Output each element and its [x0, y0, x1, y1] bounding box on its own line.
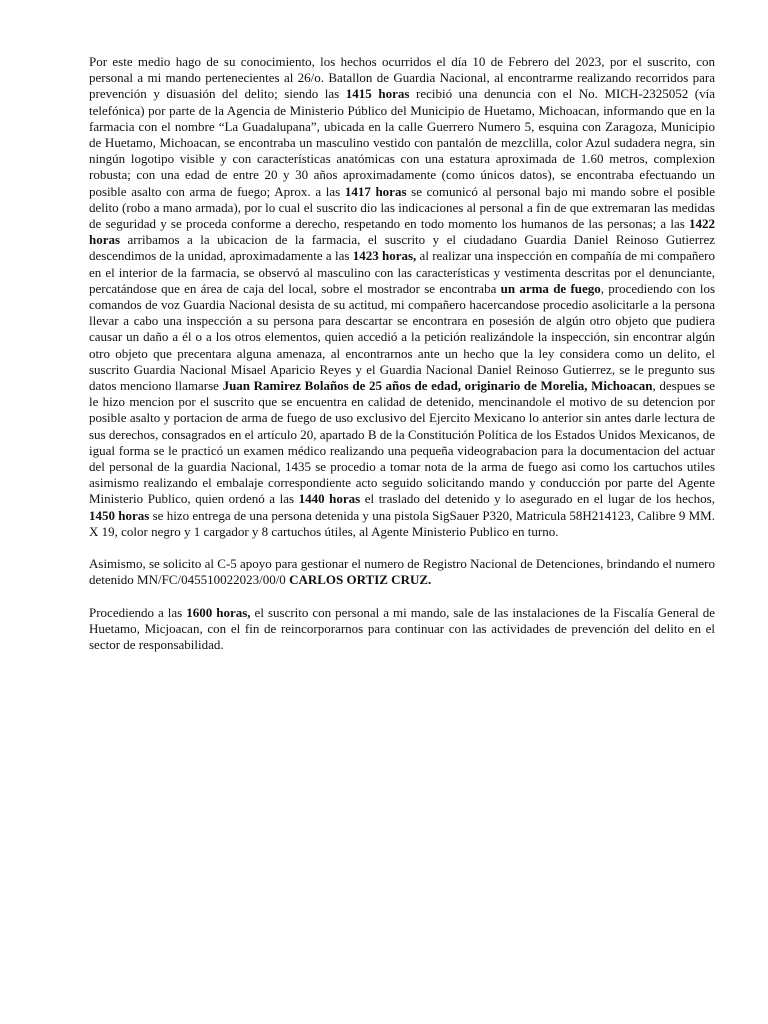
- time-highlight: 1415 horas: [345, 86, 410, 102]
- text-segment: Por este medio hago de su conocimiento, los hechos ocurridos el día 10 de Febrero del 2023, por el suscrito, con personal a mi mando pertenecientes al 26/o. Batallon de Guardia Nacional, al encontrarme realizando recorridos para prevención y disuasión del delito; siendo las: [89, 54, 715, 102]
- paragraph-incident-report: [89, 54, 715, 540]
- time-highlight: 1423 horas,: [352, 248, 417, 264]
- text-segment: el suscrito con personal a mi mando, sale de las instalaciones de la Fiscalía General de Huetamo, Micjoacan, con el fin de reincorporarnos para continuar con las actividades de prevención del delito en el sector de responsabilidad.: [89, 604, 715, 652]
- text-segment: el traslado del detenido y lo asegurado en el lugar de los hechos,: [360, 491, 715, 507]
- text-segment: , procediendo con los comandos de voz Guardia Nacional desista de su actitud, mi compañero hacercandose procedio asolicitarle a la persona llevar a cabo una inspección a su persona para descartar se encontrara en posesión de algún otro objeto que pudiera causar un daño a él o a los otros elementos, quien accedió a la petición realizándole la inspección, sin encontrar algún otro objeto que precentara alguna amenaza, al encontrarnos ante un hecho que la ley considera como un delito, el suscrito Guardia Nacional Misael Aparicio Reyes y el Guardia Nacional Daniel Reinoso Gutierrez, se le pregunto sus datos menciono llamarse: [89, 280, 716, 394]
- text-segment: recibió una denuncia con el No. MICH-2325052 (vía telefónica) por parte de la Agencia de Ministerio Público del Municipio de Huetamo, Michoacan, informando que en la farmacia con el nombre “La Guadalupana”, ubicada en la calle Guerrero Numero 5, esquina con Zaragoza, Municipio de Huetamo, Michoacan, se encontraba un masculino vestido con pantalón de mezclilla, color Azul sudadera negra, sin ningún logotipo visible y con características anatómicas con una estatura aproximada de 1.60 metros, complexion robusta; con una edad de entre 20 y 30 años aproximadamente (como únicos datos), se encontraba efectuando un posible asalto con arma de fuego; Aprox. a las: [89, 86, 715, 199]
- time-highlight: 1422 horas: [89, 216, 715, 248]
- time-highlight: 1417 horas: [344, 183, 407, 199]
- text-segment: , despues se le hizo mencion por el suscrito que se encuentra en calidad de detenido, mencinandole el motivo de su detencion por posible asalto y portacion de arma de fuego de uso exclusivo del Ejercito Mexicano lo anterior sin antes darle lectura de sus derechos, consagrados en el artículo 20, apartado B de la Constitución Política de los Estados Unidos Mexicanos, de igual forma se le practicó un examen médico realizando una pequeña videograbacion para la documentacion del actuar del personal de la guardia Nacional, 1435 se procedio a tomar nota de la arma de fuego asi como los cartuchos utiles asimismo realizando el embalaje correspondiente acto seguido solicitando mando y conducción por parte del Agente Ministerio Publico, quien ordenó a las: [89, 378, 715, 507]
- time-highlight: 1600 horas,: [186, 604, 251, 620]
- name-highlight: CARLOS ORTIZ CRUZ.: [289, 572, 432, 588]
- weapon-highlight: un arma de fuego: [500, 280, 601, 296]
- paragraph-closing: [89, 605, 715, 654]
- text-segment: al realizar una inspección en compañía de mi compañero en el interior de la farmacia, se observó al masculino con las características y vestimenta descritas por el denunciante, percatándose que en área de caja del local, sobre el mostrador se encontraba: [89, 248, 715, 296]
- text-segment: Procediendo a las: [89, 604, 187, 620]
- paragraph-registry: [89, 556, 715, 588]
- text-segment: Asimismo, se solicito al C-5 apoyo para gestionar el numero de Registro Nacional de Detenciones, brindando el numero detenido MN/FC/045510022023/00/0: [89, 556, 715, 588]
- detainee-highlight: Juan Ramirez Bolaños de 25 años de edad, originario de Morelia, Michoacan: [222, 378, 653, 394]
- text-segment: se comunicó al personal bajo mi mando sobre el posible delito (robo a mano armada), por lo cual el suscrito dio las indicaciones al personal a fin de que extremaran las medidas de seguridad y se proceda conforme a derecho, respetando en todo momento los humanos de las personas; a las: [89, 183, 715, 232]
- time-highlight: 1440 horas: [298, 491, 361, 507]
- time-highlight: 1450 horas: [89, 507, 150, 523]
- document-page: [89, 54, 715, 669]
- text-segment: se hizo entrega de una persona detenida y una pistola SigSauer P320, Matricula 58H214123, Calibre 9 MM. X 19, color negro y 1 cargador y 8 cartuchos útiles, al Agente Ministerio Publico en turno.: [89, 507, 715, 539]
- text-segment: arribamos a la ubicacion de la farmacia, el suscrito y el ciudadano Guardia Daniel Reinoso Gutierrez descendimos de la unidad, aproximadamente a las: [89, 232, 715, 264]
